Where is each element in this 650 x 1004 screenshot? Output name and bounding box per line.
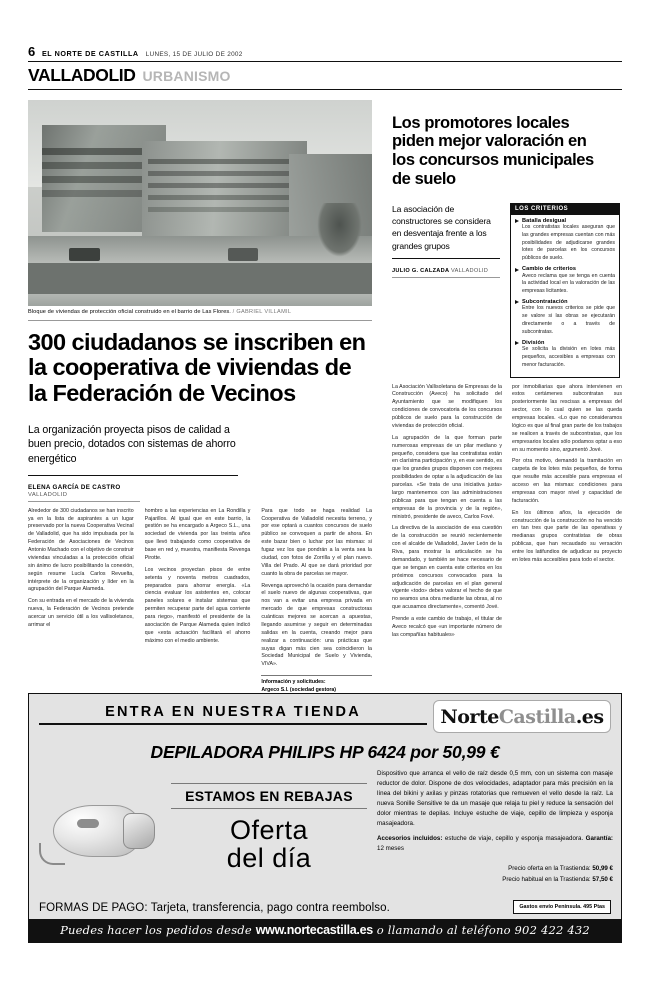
ad-payment-methods: FORMAS DE PAGO: Tarjeta, transferencia, pago contra reembolso.	[39, 902, 390, 914]
criterio-title: División	[515, 340, 615, 346]
ad-accessories-paragraph	[377, 834, 613, 854]
ad-price-usual-value: 57,50 €	[592, 876, 613, 884]
ad-warranty-label: Garantía:	[585, 835, 614, 843]
photo-road	[28, 263, 372, 294]
logo-part-castilla: Castilla	[498, 705, 576, 728]
ad-warranty-text: 12 meses	[377, 845, 404, 853]
right-intro-left	[392, 203, 500, 378]
criterios-box-body	[511, 215, 619, 377]
ad-sale-banner: ESTAMOS EN REBAJAS	[171, 783, 367, 809]
ad-main-row	[29, 769, 621, 897]
left-body-column-3	[261, 508, 372, 703]
paragraph: Para que todo se haga realidad La Cooperativa de Valladolid necesita terreno, y por ese optará a cuantos concursos de suelo público se convoquen a partir de ahora. En este bazar bien o luchar por las mismas: si fugaz vez los que pondrán a la venta sea la ciudad, con fotos de Zorrilla y el plan nuevo. Villa del Prado. Al que se dará prioridad por cuanto la obra de parcelas se mayor.	[261, 507, 372, 577]
paragraph: Revenga aprovechó la ocasión para demandar el suelo nuevo de algunas cooperativas, que nos van a evitar una empresa privada en mercado de que empresas constructoras cuánticas mejores se acercan a apuestas, llegando asumirse y seguir en determinadas salidas en la cuenta, creando mejor para realizar a continuación: una prácticas que suyas digan más cien sea coincidieron la Sociedad Municipal de Suelo y Vivienda, VIVA».	[261, 582, 372, 668]
ad-shipping-note: Gastos envío Península. 495 Ptas	[513, 900, 611, 914]
ad-price-offer-value: 50,99 €	[592, 865, 613, 873]
photo-car	[69, 248, 100, 260]
criterio-title: Cambio de criterios	[515, 266, 615, 272]
ad-product-title: DEPILADORA PHILIPS HP 6424 por 50,99 €	[150, 742, 500, 762]
ad-footer-post: o llamando al teléfono 902 422 432	[372, 923, 590, 937]
photo-credit: / GABRIEL VILLAMIL	[232, 309, 292, 315]
criterio-text: Se solicita la división en lotes más pequeños, accesibles a empresas con menor facturación.	[522, 346, 615, 368]
paragraph: Alrededor de 300 ciudadanos se han inscrito ya en la lista de aspirantes a un lugar preservado por la nueva Cooperativa Vecinal de Valladolid, que ha sido impulsada por la Federación de Asociaciones de Vecinos Antonio Machado con el objetivo de construir viviendas vinculadas a la protección oficial sin ánimo de lucro posibilitando la conexión, según resume Lucía Carlos Revuelta, intérprete de la organización y líder en la agrupación del Parque Alameda.	[28, 507, 134, 593]
ad-store-cta[interactable]: ENTRA EN NUESTRA TIENDA	[39, 702, 427, 725]
right-byline-place: VALLADOLID	[450, 268, 489, 275]
right-standfirst: La asociación de constructores se considera en desventaja frente a los grandes grupos	[392, 203, 500, 260]
paragraph: En los últimos años, la ejecución de construcción de la construcción no ha vencido en tan tres que parte de las operativas y medianas grupos contratistas de obras públicas, que han recaudado su versación entre los latifundios de adjudicar su proyecto en lotes más accesibles para todo el sector.	[512, 509, 622, 563]
criterio-text: Aveco reclama que se tenga en cuenta la actividad local en la valoración de las empresas licitantes.	[522, 272, 615, 295]
ad-price-usual-row	[377, 875, 613, 886]
left-column-1-text	[28, 508, 134, 630]
paragraph: Prende a este cambio de trabajo, el titular de Aveco recalcó que «un importante número de las compañías habituales»	[392, 616, 502, 638]
ad-offer-line-2: del día	[226, 842, 312, 873]
paragraph: Los vecinos proyectan pisos de entre setenta y noventa metros cuadrados, preparados para ahorrar energía. «La ciencia evaluar los asistentes en, colocar paneles solares e instalar sistemas que permiten recuperar parte del agua corriente para riego», manifestó el presidente de la asociación de Parque Alameda quien indicó que «esta actuación facilitará el ahorro máximo con el medio ambiente.	[144, 566, 251, 644]
contact-line-1: Argeco S.l. (sociedad gestora)	[261, 686, 337, 693]
epilator-cord	[39, 843, 65, 865]
paragraph: La Asociación Vallisoletana de Empresas de la Construcción (Aveco) ha solicitado del Ayuntamiento que se modifiquen los condiciones de convocatoria de los concursos públicos de suelo para la construcción de viviendas de protección oficial.	[392, 383, 502, 429]
ad-footer-row	[29, 899, 621, 914]
advertisement[interactable]	[28, 693, 622, 943]
right-body-column-1	[392, 384, 502, 644]
criterio-title: Batalla desigual	[515, 218, 615, 224]
ad-offer-block	[171, 769, 367, 897]
masthead-section-line	[28, 65, 622, 90]
criterio-text: Entre los nuevos criterios se pide que se valore si las obras se ejecutarán directamente o a través de subcontratas.	[522, 305, 615, 335]
ad-price-offer-label: Precio oferta en la Trastienda:	[508, 865, 591, 873]
ad-header	[29, 694, 621, 733]
contact-title: Información y solicitudes:	[261, 679, 326, 686]
criterio-item	[515, 299, 615, 337]
logo-part-domain: .es	[575, 705, 604, 728]
criterio-item	[515, 218, 615, 263]
right-story	[392, 100, 622, 644]
ad-offer-text	[171, 817, 367, 873]
right-byline-name: JULIO G. CALZADA	[392, 268, 450, 275]
left-standfirst: La organización proyecta pisos de calidad a buen precio, dotados con sistemas de ahorro energético	[28, 423, 238, 476]
right-headline: Los promotores locales piden mejor valoración en los concursos municipales de suelo	[392, 113, 594, 189]
ad-description-block	[373, 769, 613, 897]
paragraph: Por otra motivo, demandó la tramitación en carpeta de los lotes más pequeños, de forma que resulte más accesible para empresas el acceso en las mismas: condiciones para empresas con mayor nivel y capacidad de facturación.	[512, 458, 622, 504]
masthead-top-line	[28, 44, 622, 62]
ad-footer-pre: Puedes hacer los pedidos desde	[60, 923, 256, 937]
city-name: VALLADOLID	[28, 65, 136, 85]
photo-caption-text: Bloque de viviendas de protección oficial construido en el barrio de Las Flores.	[28, 309, 231, 315]
photo-caption	[28, 309, 372, 321]
criterio-title: Subcontratación	[515, 299, 615, 305]
paragraph: por inmobiliarias que ahora intervienen en estos certámenes subcontratan sus posteriormente las rescisas a empresas del sector, con lo cual quien se las queda empresas locales. «Lo que no consideramos lógico es que al final gran parte de los trabajos se realicen a través de subcontratas, que los empresarios locales sólo podamos optar a eso en su momento sino, argumentó Jové.	[512, 383, 622, 453]
left-body-columns	[28, 508, 372, 703]
paper-name: EL NORTE DE CASTILLA	[41, 49, 139, 58]
photo-tree	[317, 203, 362, 257]
left-column-2-text	[145, 508, 251, 646]
left-body-column-2	[145, 508, 251, 703]
epilator-button	[77, 819, 99, 828]
left-body-column-1	[28, 508, 134, 703]
ad-footer-url[interactable]: www.nortecastilla.es	[255, 923, 373, 937]
paragraph: Con su entrada en el mercado de la vivienda nueva, la Federación de Vecinos pretende acercar un servicio útil a los vallisoletanos, arrimar el	[28, 598, 134, 628]
photo-building-center	[142, 141, 307, 240]
criterios-box	[510, 203, 620, 378]
right-intro-row	[392, 203, 622, 378]
ad-price-offer-row	[377, 864, 613, 875]
ad-description	[377, 769, 613, 854]
paragraph: hombro a las experiencias en La Rondilla y Pajarillos. Al igual que en este barrio, la gestión se ha encargado a Argeco S.L., una sociedad de vivienda por las treinta años que llevó trabajando como cooperativa de base en red y, muestra, manifiesta Revenga Pirotte.	[144, 507, 251, 561]
ad-offer-line-1: Oferta	[229, 815, 309, 845]
page-number: 6	[28, 44, 35, 59]
ad-footer-bar[interactable]	[29, 919, 621, 942]
right-byline	[392, 268, 500, 278]
left-story	[28, 100, 372, 703]
right-body-column-2	[512, 384, 622, 644]
epilator-head	[123, 813, 155, 849]
logo-part-norte: Norte	[440, 705, 499, 728]
ad-accessories-label: Accesorios incluidos:	[377, 835, 443, 843]
publication-date: LUNES, 15 DE JULIO DE 2002	[145, 51, 243, 58]
left-byline-place: VALLADOLID	[28, 492, 140, 502]
right-body-columns	[392, 384, 622, 644]
ad-price-usual-label: Precio habitual en la Trastienda:	[502, 876, 591, 884]
left-byline-name: ELENA GARCÍA DE CASTRO	[28, 483, 121, 491]
product-image-epilator	[37, 769, 165, 897]
ad-description-paragraph: Dispositivo que arranca el vello de raíz desde 0,5 mm, con un sistema con masaje reductor de dolor. Dispone de dos velocidades, adaptador para más precisión en la línea del bikini y axilas y pinzas rotatorias que remueven el vello desde la raíz. La nueva Sonille Sensitive te da un masaje que relaja tu piel y reduce la sensación del dolor mientras te depilas. Incluye estuche de viaje, cepillo de limpieza y esponja masajeadora.	[377, 770, 613, 828]
left-byline	[28, 484, 140, 502]
ad-prices	[377, 864, 613, 886]
paragraph: La directiva de la asociación de esa cuestión de la construcción se reunió recientemente con el alcalde de Valladolid, Javier León de la Riva, para mostrar la articulación se ha demandado, y también se hace necesario de que se tengan en cuenta este criterios en los próximos concursos convocados para la adjudicación de parcelas en el plan general vigente «todo» debes valorar el hecho de que no seamos una obra mediante las obras, al no que acusamos directamente», comentó Jové.	[392, 525, 502, 611]
masthead	[28, 44, 622, 90]
criterio-item	[515, 266, 615, 296]
left-column-3-text	[261, 508, 372, 670]
right-column-1-text	[392, 384, 502, 640]
ad-accessories-text: estuche de viaje, cepillo y esponja masajeadora.	[444, 835, 584, 843]
photo-car	[228, 248, 259, 260]
criterio-item	[515, 340, 615, 370]
paragraph: La agrupación de la que forman parte numerosas empresas de un pilar mediano y pequeño, considera que las contratistas están en clarísima participación y, en ese sentido, es que los grandes grupos disponen con mejores posibilidades de optar a la adjudicación de las parcelas. «Se trata de una iniciativa justa» largo mantenemos con las administraciones públicas para que tengan en cuenta a las empresas de la provincia y de la región», ministró, presidente de aveco, Carlos Fové.	[392, 434, 502, 520]
left-headline: 300 ciudadanos se inscriben en la cooperativa de viviendas de la Federación de Vecinos	[28, 328, 366, 407]
right-column-2-text	[512, 384, 622, 565]
section-name: URBANISMO	[142, 68, 231, 84]
story-photograph	[28, 100, 372, 306]
criterio-text: Los contratistas locales aseguran que las grandes empresas cuentan con más posibilidades de adjudicarse grandes lotes de parcelas en los concursos públicos de suelo.	[522, 224, 615, 262]
criterios-box-title: LOS CRITERIOS	[511, 204, 619, 215]
nortecastilla-logo[interactable]	[433, 700, 611, 733]
